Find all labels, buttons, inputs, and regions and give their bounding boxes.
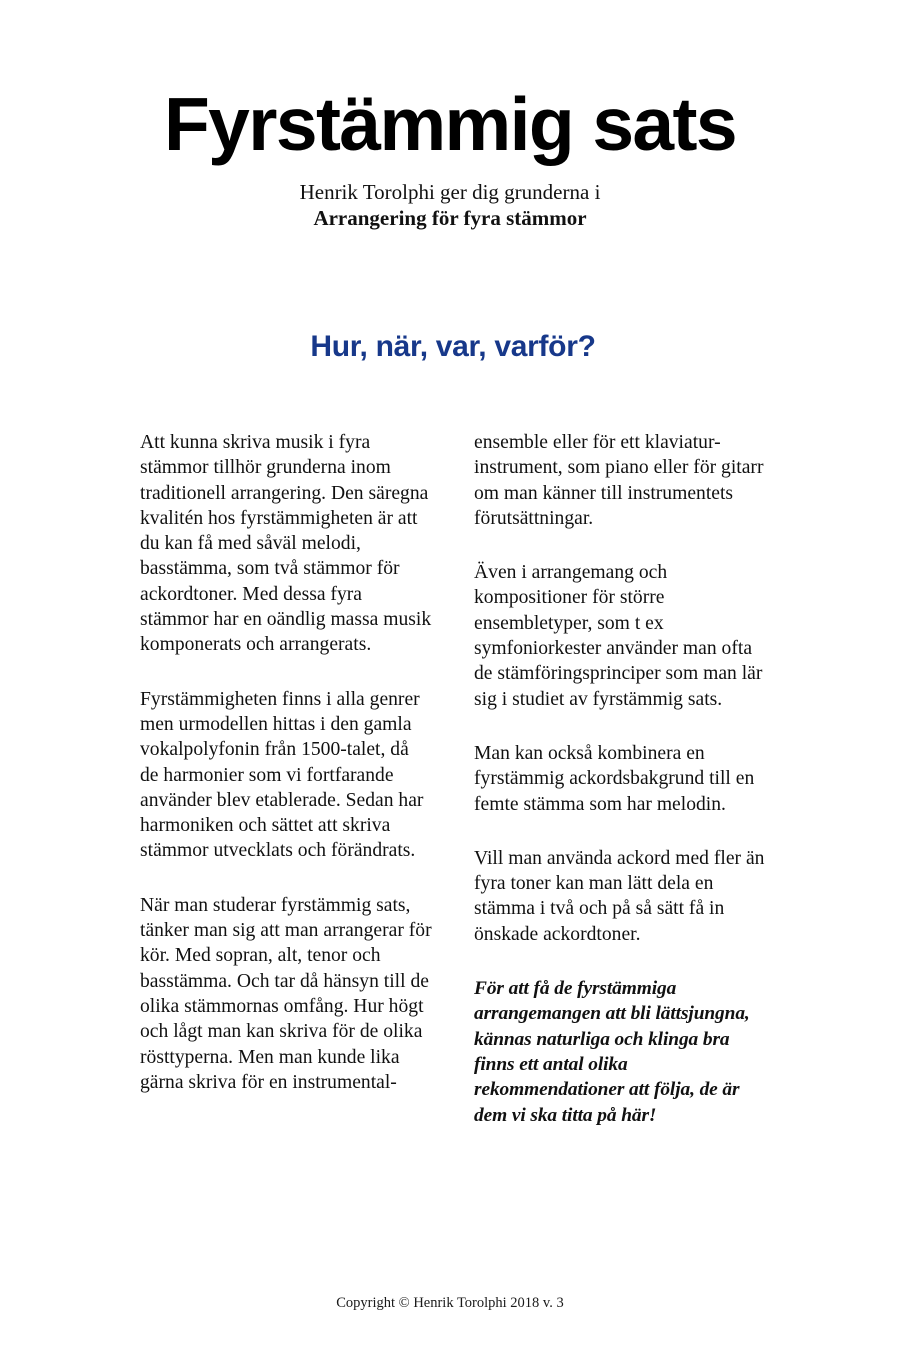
paragraph: Att kunna skriva musik i fyra stämmor tillhör grunderna inom traditionell arrangering. Den säregna kvalitén hos fyrstämmigheten är att du kan få med såväl melodi, basstämma, som två stämmor för ackordtoner. Med dessa fyra stämmor har en oändlig massa musik komponerats och arrangerats. [140,432,432,656]
subtitle-topic-line: Arrangering för fyra stämmor [313,206,587,231]
left-column [140,430,432,1095]
body-columns [140,430,766,1128]
copyright-footer: Copyright © Henrik Torolphi 2018 v. 3 [336,1295,564,1311]
masthead [0,82,900,232]
paragraph: ensemble eller för ett klaviatur-instrument, som piano eller för gitarr om man känner till instrumentets förutsättningar. [474,432,764,529]
callout-paragraph: För att få de fyrstämmiga arrangemangen att bli lättsjungna, kännas naturliga och klinga bra finns ett antal olika rekommendationer att följa, de är dem vi ska titta på här! [474,978,750,1126]
paragraph: Vill man använda ackord med fler än fyra toner kan man lätt dela en stämma i två och på så sätt få in önskade ackordtoner. [474,847,765,945]
paragraph: Man kan också kombinera en fyrstämmig ackordsbakgrund till en femte stämma som har melodin. [474,742,755,815]
page-title: Fyrstämmig sats [163,82,737,166]
section-heading: Hur, när, var, varför? [310,330,596,363]
right-column [474,430,766,1128]
subtitle-block [0,179,900,233]
paragraph: Fyrstämmigheten finns i alla genrer men urmodellen hittas i den gamla vokalpolyfonin från 1500-talet, då de harmonier som vi fortfarande använder blev etablerade. Sedan har harmoniken och sättet att skriva stämmor utvecklats och förändrats. [140,688,424,862]
paragraph: Även i arrangemang och kompositioner för större ensembletyper, som t ex symfoniorkester använder man ofta de stämföringsprinciper som man lär sig i studiet av fyrstämmig sats. [474,562,763,710]
paragraph: När man studerar fyrstämmig sats, tänker man sig att man arrangerar för kör. Med sopran, alt, tenor och basstämma. Och tar då hänsyn till de olika stämmornas omfång. Hur högt och lågt man kan skriva för de olika rösttyperna. Men man kunde lika gärna skriva för en instrumental- [140,894,432,1093]
subtitle-author-line: Henrik Torolphi ger dig grunderna i [299,179,601,204]
